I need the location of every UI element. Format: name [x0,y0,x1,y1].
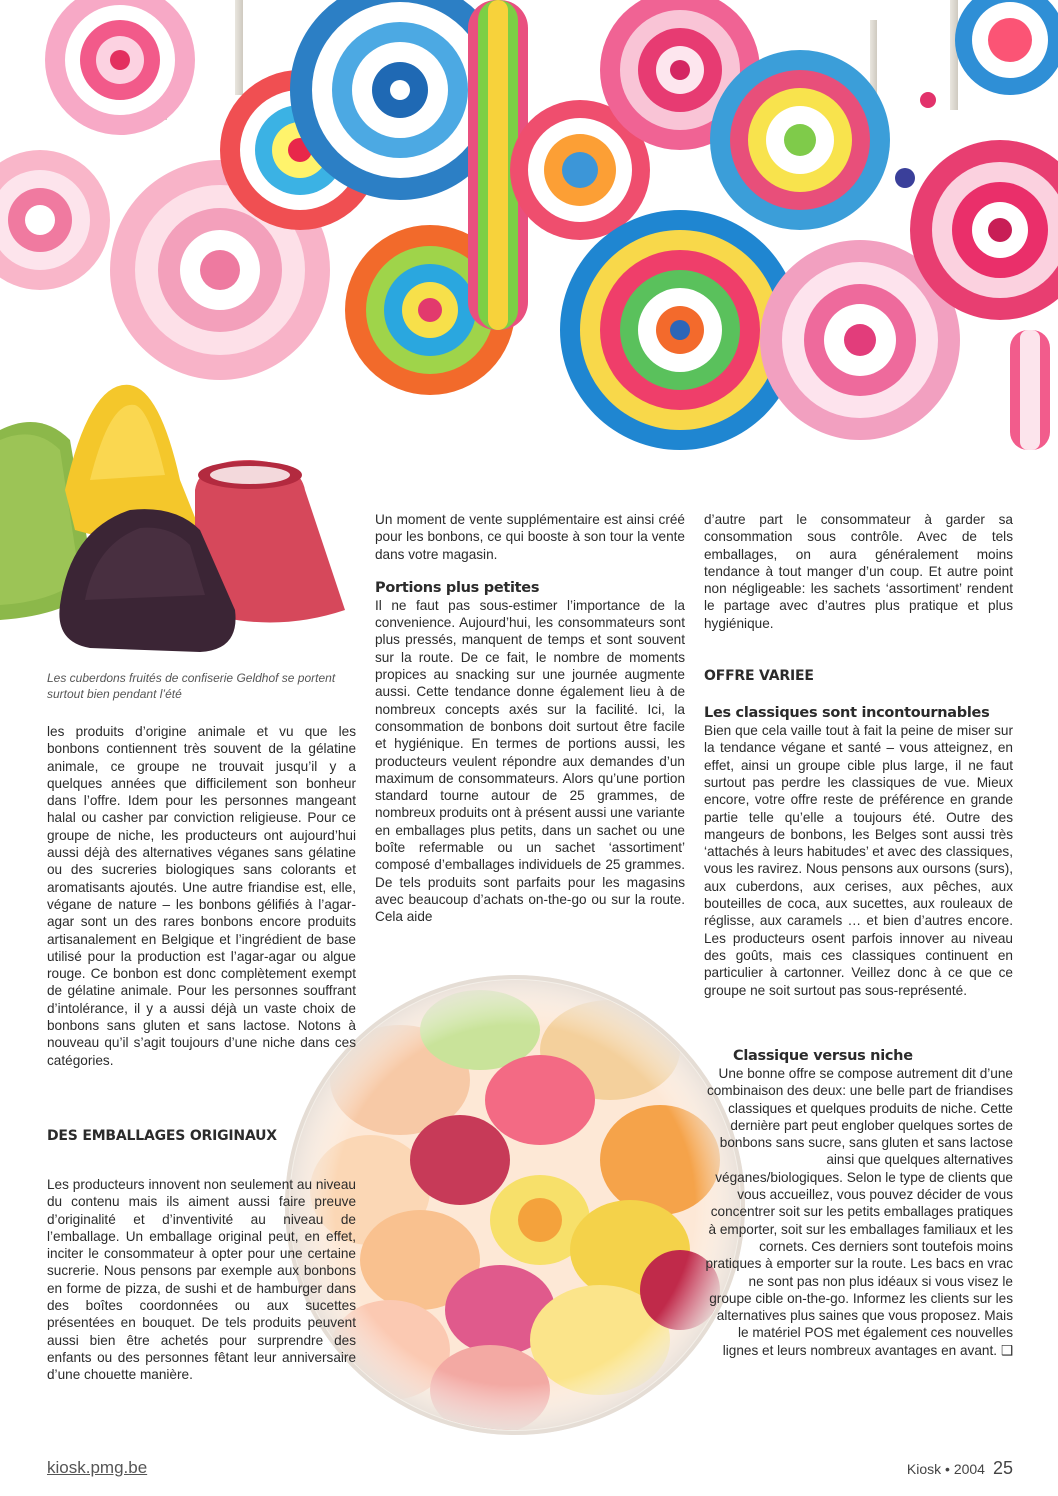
image-caption: Les cuberdons fruités de confiserie Geldhof se portent surtout bien pendant l’été [47,671,336,701]
col1-section-emballages [47,1128,287,1145]
subtitle-classique-niche: Classique versus niche [733,1048,913,1064]
section-title-offre: OFFRE VARIEE [704,668,814,685]
page-number: 25 [992,1458,1013,1478]
col3-intro: d’autre part le consommateur à garder sa consommation sous contrôle. Avec de tels emballages, on aura généralement moins tendance à tout manger d’un coup. Et autre point non négligeable: les sachets ‘assortiment’ rendent le partage avec d’autres plus pratique et plus hygiénique. [704,512,1013,631]
col1-intro: les produits d’origine animale et vu que les bonbons contiennent très souvent de la gélatine animale, ce groupe ne trouvait jusqu’il y a quelques années que difficilement son bonheur dans l’offre. Idem pour les personnes mangeant halal ou casher par conviction religieuse. Pour ce groupe de niche, les producteurs ont aujourd’hui aussi déjà des alternatives véganes sans gélatine ou des sucreries biologiques sans colorants et aromatisants ajoutés. Une autre friandise est, elle, végane de nature – les bonbons gélifiés à l’agar-agar sont un des rares bonbons encore produits artisanalement en Belgique et l’ingrédient de base utilisé pour la production est l’agar-agar ou algue rouge. Ce bonbon est donc complètement exempt de gélatine animale. Pour les personnes souffrant d’intolérance, il y a aussi déjà un vaste choix de bonbons sans gluten et sans lactose. Notons à nouveau qu’il s’agit toujours d’une niche dans ces catégories. [47,724,356,1068]
col3-text2 [704,1065,1013,1359]
column-3 [704,511,1013,999]
section-title-emballages: DES EMBALLAGES ORIGINAUX [47,1128,277,1144]
col3-text2-body: Une bonne offre se compose autrement dit d’une combinaison des deux: une belle part de friandises classiques et quelques produits de niche. Cette dernière part peut englober quelques sortes de bonbons sans sucre, sans gluten et sans lactose ainsi que quelques alternatives véganes/biologiques. Selon le type de clients que vous accueillez, vous pouvez décider de vous concentrer soit sur les petits emballages pratiques à emporter, soit sur les emballages familiaux et les cornets. Ces derniers sont toutefois moins pratiques à emporter sur la route. Les bacs en vrac ne sont pas non plus idéaux si vous visez le groupe cible on-the-go. Informez les clients sur les alternatives plus saines que vous proposez. Mais le matériel POS met également ces nouvelles lignes et leurs nombreux avantages en avant. [705,1066,1013,1358]
magazine-label: Kiosk • 2004 [906,1461,985,1477]
column-1 [47,723,356,1069]
end-mark-icon: ❑ [1000,1342,1013,1358]
col2-text: Il ne faut pas sous-estimer l’importance de la convenience. Aujourd’hui, les consommateurs sont plus pressés, manquent de temps et sont souvent sur la route. De ce fait, le nombre de moments propices au snacking sur une journée augmente aussi. Cette tendance donne également lieu à de nombreux concepts axés sur la facilité. Ici, la consommation de bonbons doit surtout être facile et hygiénique. En termes de portions aussi, les producteurs veulent répondre aux demandes d’un maximum de consommateurs. Alors qu’une portion standard tourne autour de 25 grammes, de nombreux produits ont à présent aussi une variante en emballages plus petits, dans un sachet ou une boîte refermable ou un sachet ‘assortiment’ composé d’emballages individuels de 25 grammes. De tels produits sont parfaits pour les magasins avec beaucoup d’achats on-the-go ou sur la route. Cela aide [375,597,685,925]
subtitle-classiques: Les classiques sont incontournables [704,705,990,722]
column-3-lower [704,1048,1013,1359]
col1-section-text-block [47,1176,356,1384]
column-2 [375,511,685,926]
subtitle-portions: Portions plus petites [375,579,540,596]
cuberdons-icon [0,380,345,665]
col3-text1: Bien que cela vaille tout à fait la peine de miser sur la tendance végane et santé – vous atteignez, en effet, ainsi un groupe cible plus large, il ne faut surtout pas perdre les classiques de vue. Mieux encore, votre offre reste de préférence en grande partie telle qu’elle a toujours été. Outre des mangeurs de bonbons, les Belges sont aussi très ‘attachés à leurs habitudes’ et avec des classiques, vous les ravirez. Nous pensons aux oursons (surs), aux cuberdons, aux cerises, aux pêches, aux bouteilles de coca, aux sucettes, aux rouleaux de réglisse, aux caramels … et bien d’autres encore. Les producteurs osent parfois innover au niveau des goûts, mais ces classiques continuent en particulier à cartonner. Veillez donc à ce que ce groupe ne soit surtout pas sous-représenté. [704,723,1014,998]
website-link[interactable]: kiosk.pmg.be [47,1458,148,1477]
page-footer [907,1458,1013,1479]
section-text-emballages: Les producteurs innovent non seulement au niveau du contenu mais ils aiment aussi faire preuve d’originalité et d’inventivité au niveau de l’emballage. Un emballage original peut, en effet, inciter le consommateur à opter pour une certaine sucrerie. Nous pensons par exemple aux bonbons en forme de pizza, de sushi et de hamburger dans des boîtes coordonnées ou aux sucettes présentées en bouquet. De tels produits peuvent aussi bien être achetés pour surprendre des enfants ou des personnes fêtant leur anniversaire d’une chouette manière. [47,1177,356,1383]
col2-intro: Un moment de vente supplémentaire est ainsi créé pour les bonbons, ce qui booste à son tour la vente dans votre magasin. [375,512,685,562]
